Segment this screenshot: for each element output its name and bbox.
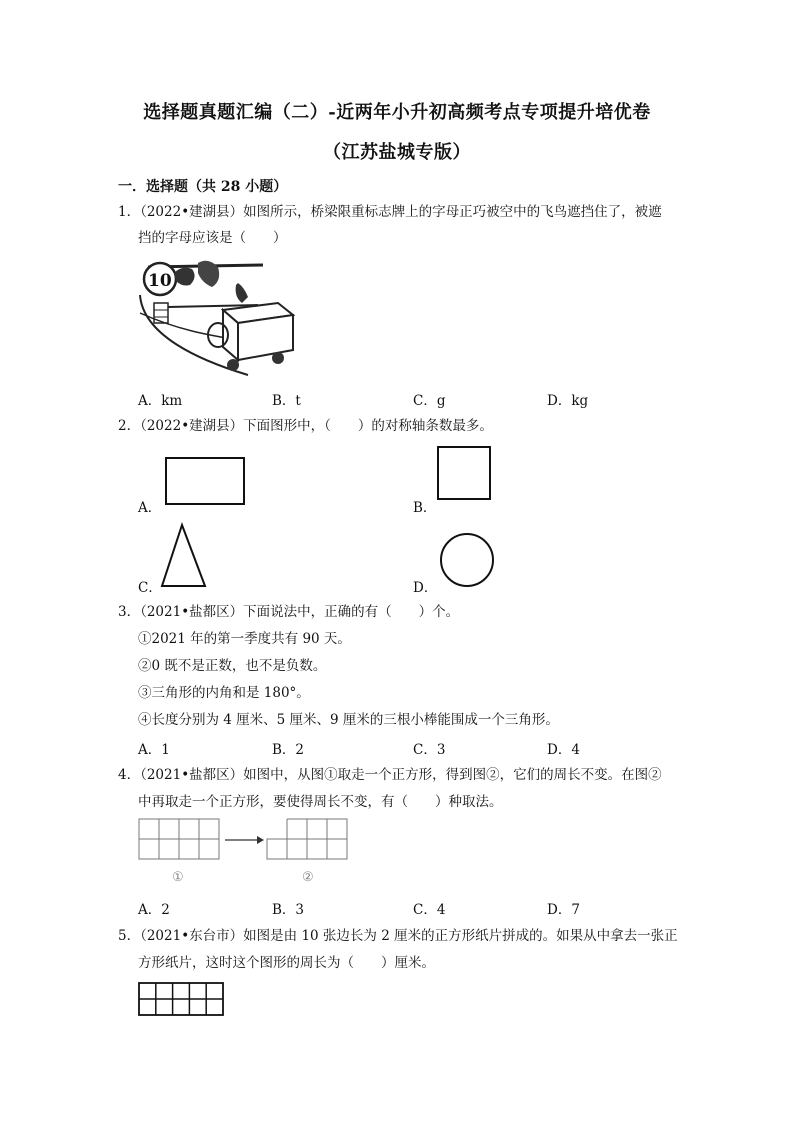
figure-2-label: ② xyxy=(302,870,314,885)
question-5-line2: 方形纸片，这时这个图形的周长为（ ）厘米。 xyxy=(138,955,435,971)
q3-statement-3: ③三角形的内角和是 180°。 xyxy=(138,685,310,701)
q1-option-b[interactable]: B．t xyxy=(272,393,301,409)
rectangle-shape xyxy=(165,457,247,507)
q2-option-c[interactable]: C． xyxy=(138,580,162,596)
sign-number: 10 xyxy=(148,271,172,291)
q3-statement-4: ④长度分别为 4 厘米、5 厘米、9 厘米的三根小棒能围成一个三角形。 xyxy=(138,712,559,728)
q3-statement-2: ②0 既不是正数，也不是负数。 xyxy=(138,658,327,674)
q2-option-b[interactable]: B． xyxy=(413,500,437,516)
question-3-line1: 3．（2021•盐都区）下面说法中，正确的有（ ）个。 xyxy=(118,604,460,620)
question-4-line2: 中再取走一个正方形，要使得周长不变，有（ ）种取法。 xyxy=(138,794,503,810)
q2-option-d[interactable]: D． xyxy=(413,580,438,596)
question-5-line1: 5．（2021•东台市）如图是由 10 张边长为 2 厘米的正方形纸片拼成的。如果从中拿去一张正 xyxy=(118,928,678,944)
arrow-icon xyxy=(225,835,265,845)
triangle-shape xyxy=(160,523,208,589)
grid-figure-1 xyxy=(138,818,222,862)
page-title: 选择题真题汇编（二）-近两年小升初高频考点专项提升培优卷 xyxy=(143,102,651,123)
page-subtitle: （江苏盐城专版） xyxy=(323,142,471,163)
figure-1-label: ① xyxy=(172,870,184,885)
q3-option-c[interactable]: C．3 xyxy=(413,742,446,758)
q4-option-b[interactable]: B．3 xyxy=(272,902,305,918)
q3-statement-1: ①2021 年的第一季度共有 90 天。 xyxy=(138,631,351,647)
ten-square-figure xyxy=(138,982,226,1018)
q4-option-d[interactable]: D．7 xyxy=(547,902,580,918)
bridge-sign-illustration xyxy=(138,255,298,380)
q3-option-b[interactable]: B．2 xyxy=(272,742,305,758)
section-heading: 一．选择题（共 28 小题） xyxy=(118,179,288,195)
question-1-line2: 挡的字母应该是（ ） xyxy=(138,230,287,246)
q3-option-d[interactable]: D．4 xyxy=(547,742,580,758)
q4-option-a[interactable]: A．2 xyxy=(138,902,170,918)
question-2-line1: 2．（2022•建湖县）下面图形中，（ ）的对称轴条数最多。 xyxy=(118,418,493,434)
circle-shape xyxy=(440,533,496,589)
q1-option-d[interactable]: D．kg xyxy=(547,393,589,409)
question-1-line1: 1．（2022•建湖县）如图所示，桥梁限重标志牌上的字母正巧被空中的飞鸟遮挡住了，被遮 xyxy=(118,204,662,220)
q1-option-a[interactable]: A．km xyxy=(138,393,183,409)
q2-option-a[interactable]: A． xyxy=(138,500,162,516)
square-shape xyxy=(437,446,493,502)
q3-option-a[interactable]: A．1 xyxy=(138,742,170,758)
q1-option-c[interactable]: C．g xyxy=(413,393,446,409)
q4-option-c[interactable]: C．4 xyxy=(413,902,446,918)
question-4-line1: 4．（2021•盐都区）如图中，从图①取走一个正方形，得到图②，它们的周长不变。在图② xyxy=(118,767,662,783)
grid-figure-2 xyxy=(266,818,350,862)
